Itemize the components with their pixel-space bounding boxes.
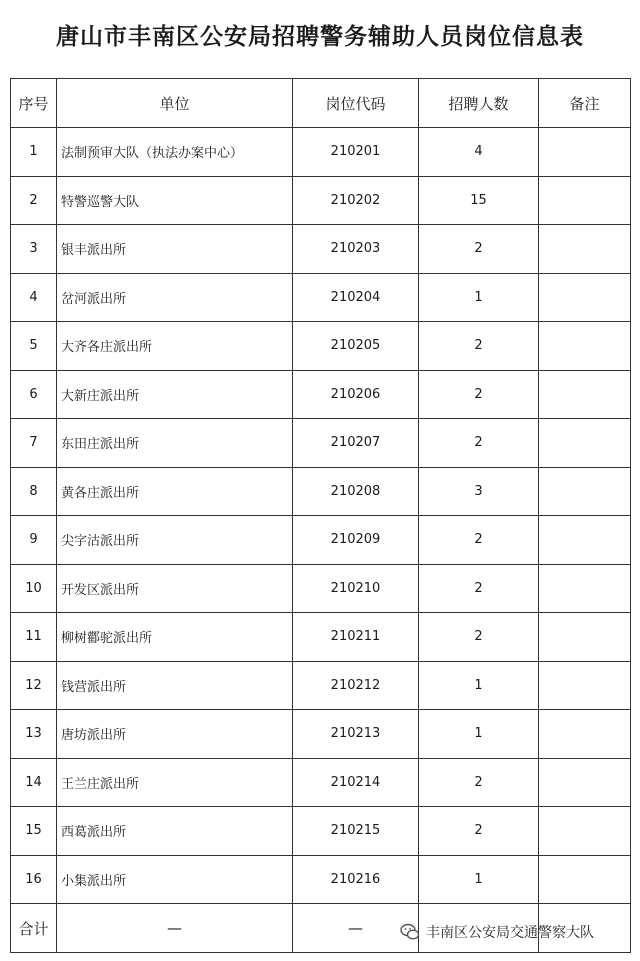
cell-seq: 2: [11, 176, 57, 225]
cell-note: [539, 661, 631, 710]
cell-count: 2: [419, 225, 539, 274]
table-row: [11, 661, 631, 710]
cell-note: [539, 564, 631, 613]
table-row: [11, 273, 631, 322]
cell-code: 210202: [293, 176, 419, 225]
cell-code: 210215: [293, 807, 419, 856]
table-row: [11, 516, 631, 565]
cell-count: 1: [419, 273, 539, 322]
cell-note: [539, 467, 631, 516]
table-row: [11, 322, 631, 371]
cell-code: 210211: [293, 613, 419, 662]
cell-unit: 黄各庄派出所: [57, 467, 293, 516]
table-header-row: [11, 79, 631, 128]
cell-count: 2: [419, 516, 539, 565]
watermark: [400, 922, 594, 942]
cell-note: [539, 128, 631, 177]
cell-unit: 岔河派出所: [57, 273, 293, 322]
cell-count: 4: [419, 128, 539, 177]
cell-seq: 4: [11, 273, 57, 322]
cell-note: [539, 273, 631, 322]
cell-note: [539, 176, 631, 225]
cell-note: [539, 370, 631, 419]
cell-count: 1: [419, 661, 539, 710]
table-row: [11, 467, 631, 516]
table-row: [11, 807, 631, 856]
position-table: [10, 78, 631, 953]
cell-code: 210212: [293, 661, 419, 710]
cell-note: [539, 322, 631, 371]
cell-seq: 6: [11, 370, 57, 419]
cell-code: 210210: [293, 564, 419, 613]
cell-code: 210216: [293, 855, 419, 904]
cell-note: [539, 419, 631, 468]
cell-seq: 9: [11, 516, 57, 565]
table-row: [11, 758, 631, 807]
cell-seq: 16: [11, 855, 57, 904]
cell-unit: 开发区派出所: [57, 564, 293, 613]
header-unit: 单位: [57, 79, 293, 128]
total-unit: —: [57, 904, 293, 953]
cell-seq: 5: [11, 322, 57, 371]
cell-note: [539, 516, 631, 565]
cell-note: [539, 807, 631, 856]
cell-count: 2: [419, 807, 539, 856]
cell-code: 210204: [293, 273, 419, 322]
cell-seq: 13: [11, 710, 57, 759]
cell-unit: 小集派出所: [57, 855, 293, 904]
table-row: [11, 564, 631, 613]
table-row: [11, 370, 631, 419]
cell-count: 2: [419, 322, 539, 371]
header-note: 备注: [539, 79, 631, 128]
table-row: [11, 176, 631, 225]
cell-count: 1: [419, 855, 539, 904]
table-row: [11, 225, 631, 274]
cell-note: [539, 710, 631, 759]
cell-code: 210201: [293, 128, 419, 177]
cell-unit: 银丰派出所: [57, 225, 293, 274]
cell-seq: 15: [11, 807, 57, 856]
cell-seq: 12: [11, 661, 57, 710]
cell-seq: 1: [11, 128, 57, 177]
cell-seq: 3: [11, 225, 57, 274]
cell-unit: 王兰庄派出所: [57, 758, 293, 807]
cell-count: 3: [419, 467, 539, 516]
cell-seq: 7: [11, 419, 57, 468]
watermark-text: 丰南区公安局交通警察大队: [426, 925, 594, 941]
table-row: [11, 128, 631, 177]
header-count: 招聘人数: [419, 79, 539, 128]
header-seq: 序号: [11, 79, 57, 128]
cell-unit: 尖字沽派出所: [57, 516, 293, 565]
cell-code: 210214: [293, 758, 419, 807]
cell-note: [539, 758, 631, 807]
cell-note: [539, 855, 631, 904]
cell-unit: 钱营派出所: [57, 661, 293, 710]
cell-code: 210213: [293, 710, 419, 759]
cell-count: 1: [419, 710, 539, 759]
cell-count: 2: [419, 370, 539, 419]
cell-code: 210209: [293, 516, 419, 565]
table-row: [11, 419, 631, 468]
total-code: —: [293, 904, 419, 953]
cell-seq: 10: [11, 564, 57, 613]
page-title: 唐山市丰南区公安局招聘警务辅助人员岗位信息表: [56, 24, 584, 50]
cell-note: [539, 225, 631, 274]
cell-code: 210207: [293, 419, 419, 468]
cell-unit: 柳树酄驼派出所: [57, 613, 293, 662]
cell-unit: 东田庄派出所: [57, 419, 293, 468]
total-label: 合计: [11, 904, 57, 953]
cell-count: 2: [419, 758, 539, 807]
wechat-icon: [400, 922, 420, 942]
table-row: [11, 710, 631, 759]
cell-count: 2: [419, 564, 539, 613]
table-row: [11, 855, 631, 904]
cell-unit: 大新庄派出所: [57, 370, 293, 419]
table-row: [11, 613, 631, 662]
cell-code: 210203: [293, 225, 419, 274]
cell-seq: 14: [11, 758, 57, 807]
header-code: 岗位代码: [293, 79, 419, 128]
cell-seq: 8: [11, 467, 57, 516]
cell-unit: 特警巡警大队: [57, 176, 293, 225]
cell-unit: 西葛派出所: [57, 807, 293, 856]
cell-unit: 唐坊派出所: [57, 710, 293, 759]
cell-code: 210205: [293, 322, 419, 371]
cell-unit: 法制预审大队（执法办案中心）: [57, 128, 293, 177]
cell-code: 210206: [293, 370, 419, 419]
cell-seq: 11: [11, 613, 57, 662]
cell-count: 2: [419, 613, 539, 662]
cell-note: [539, 613, 631, 662]
cell-code: 210208: [293, 467, 419, 516]
cell-count: 15: [419, 176, 539, 225]
cell-unit: 大齐各庄派出所: [57, 322, 293, 371]
cell-count: 2: [419, 419, 539, 468]
